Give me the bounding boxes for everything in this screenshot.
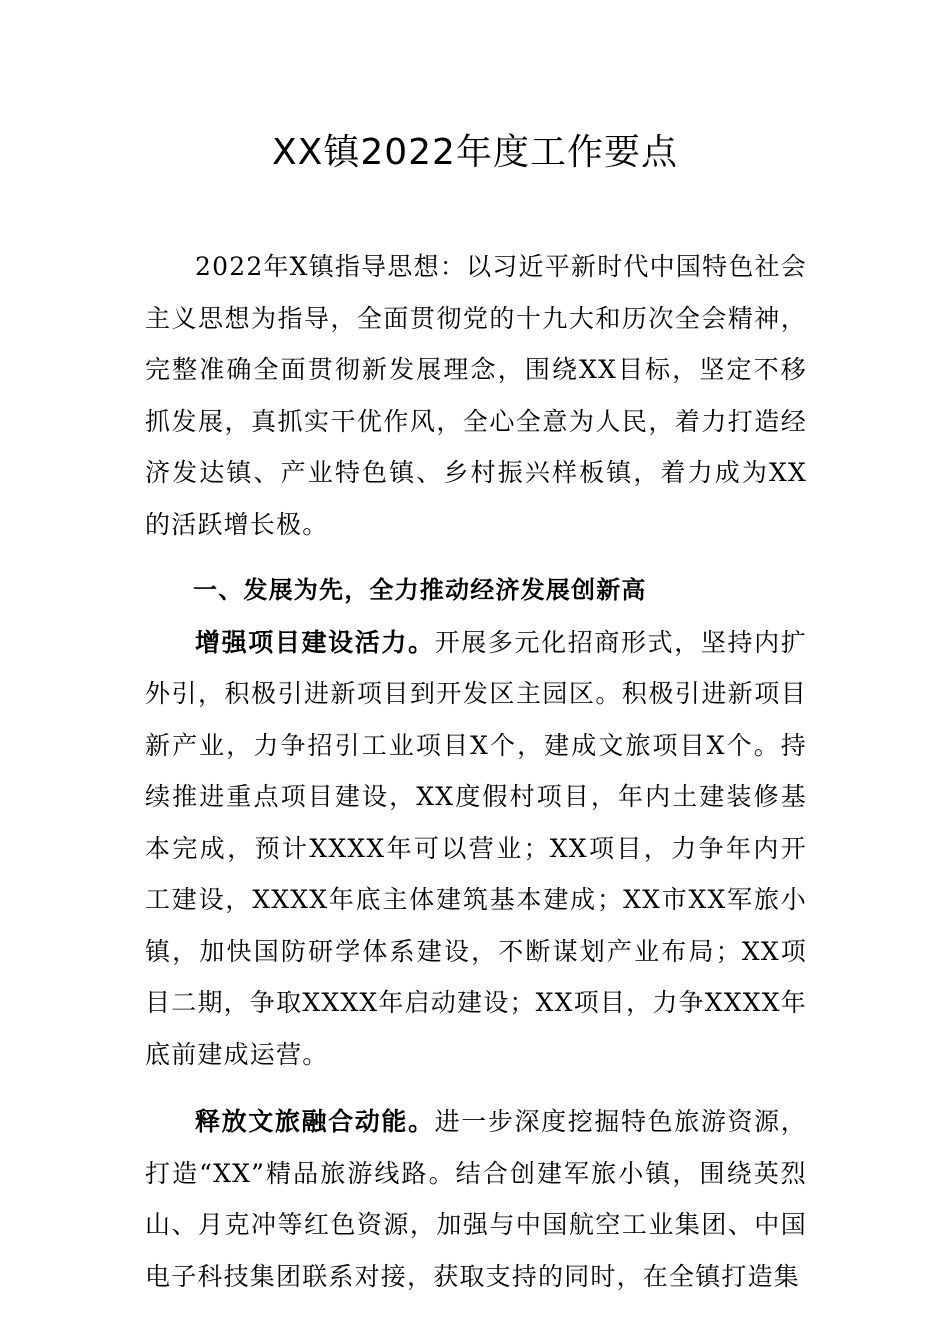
- paragraph-body: 开展多元化招商形式，坚持内扩外引，积极引进新项目到开发区主园区。积极引进新项目新产业，力争招引工业项目X个，建成文旅项目X个。持续推进重点项目建设，XX度假村项目，年内土建装修基本完成，预计XXXX年可以营业；XX项目，力争年内开工建设，XXXX年底主体建筑基本建成；XX市XX军旅小镇，加快国防研学体系建设，不断谋划产业布局；XX项目二期，争取XXXX年启动建设；XX项目，力争XXXX年底前建成运营。: [145, 627, 807, 1069]
- paragraph-lead: 增强项目建设活力。: [195, 627, 435, 657]
- paragraph-project-construction: [145, 617, 807, 1081]
- paragraph-body: 进一步深度挖掘特色旅游资源，打造“XX”精品旅游线路。结合创建军旅小镇，围绕英烈山、月克冲等红色资源，加强与中国航空工业集团、中国电子科技集团联系对接，获取支持的同时，在全镇打造集: [145, 1107, 807, 1291]
- paragraph-lead: 释放文旅融合动能。: [195, 1107, 435, 1136]
- paragraph-culture-tourism: [145, 1096, 807, 1302]
- document-body: [145, 241, 807, 1302]
- document-title: XX镇2022年度工作要点: [272, 132, 678, 173]
- section-heading: 一、发展为先，全力推动经济发展创新高: [193, 576, 647, 604]
- intro-paragraph: 2022年X镇指导思想：以习近平新时代中国特色社会主义思想为指导，全面贯彻党的十九大和历次全会精神，完整准确全面贯彻新发展理念，围绕XX目标，坚定不移抓发展，真抓实干优作风，全心全意为人民，着力打造经济发达镇、产业特色镇、乡村振兴样板镇，着力成为XX的活跃增长极。: [145, 252, 807, 539]
